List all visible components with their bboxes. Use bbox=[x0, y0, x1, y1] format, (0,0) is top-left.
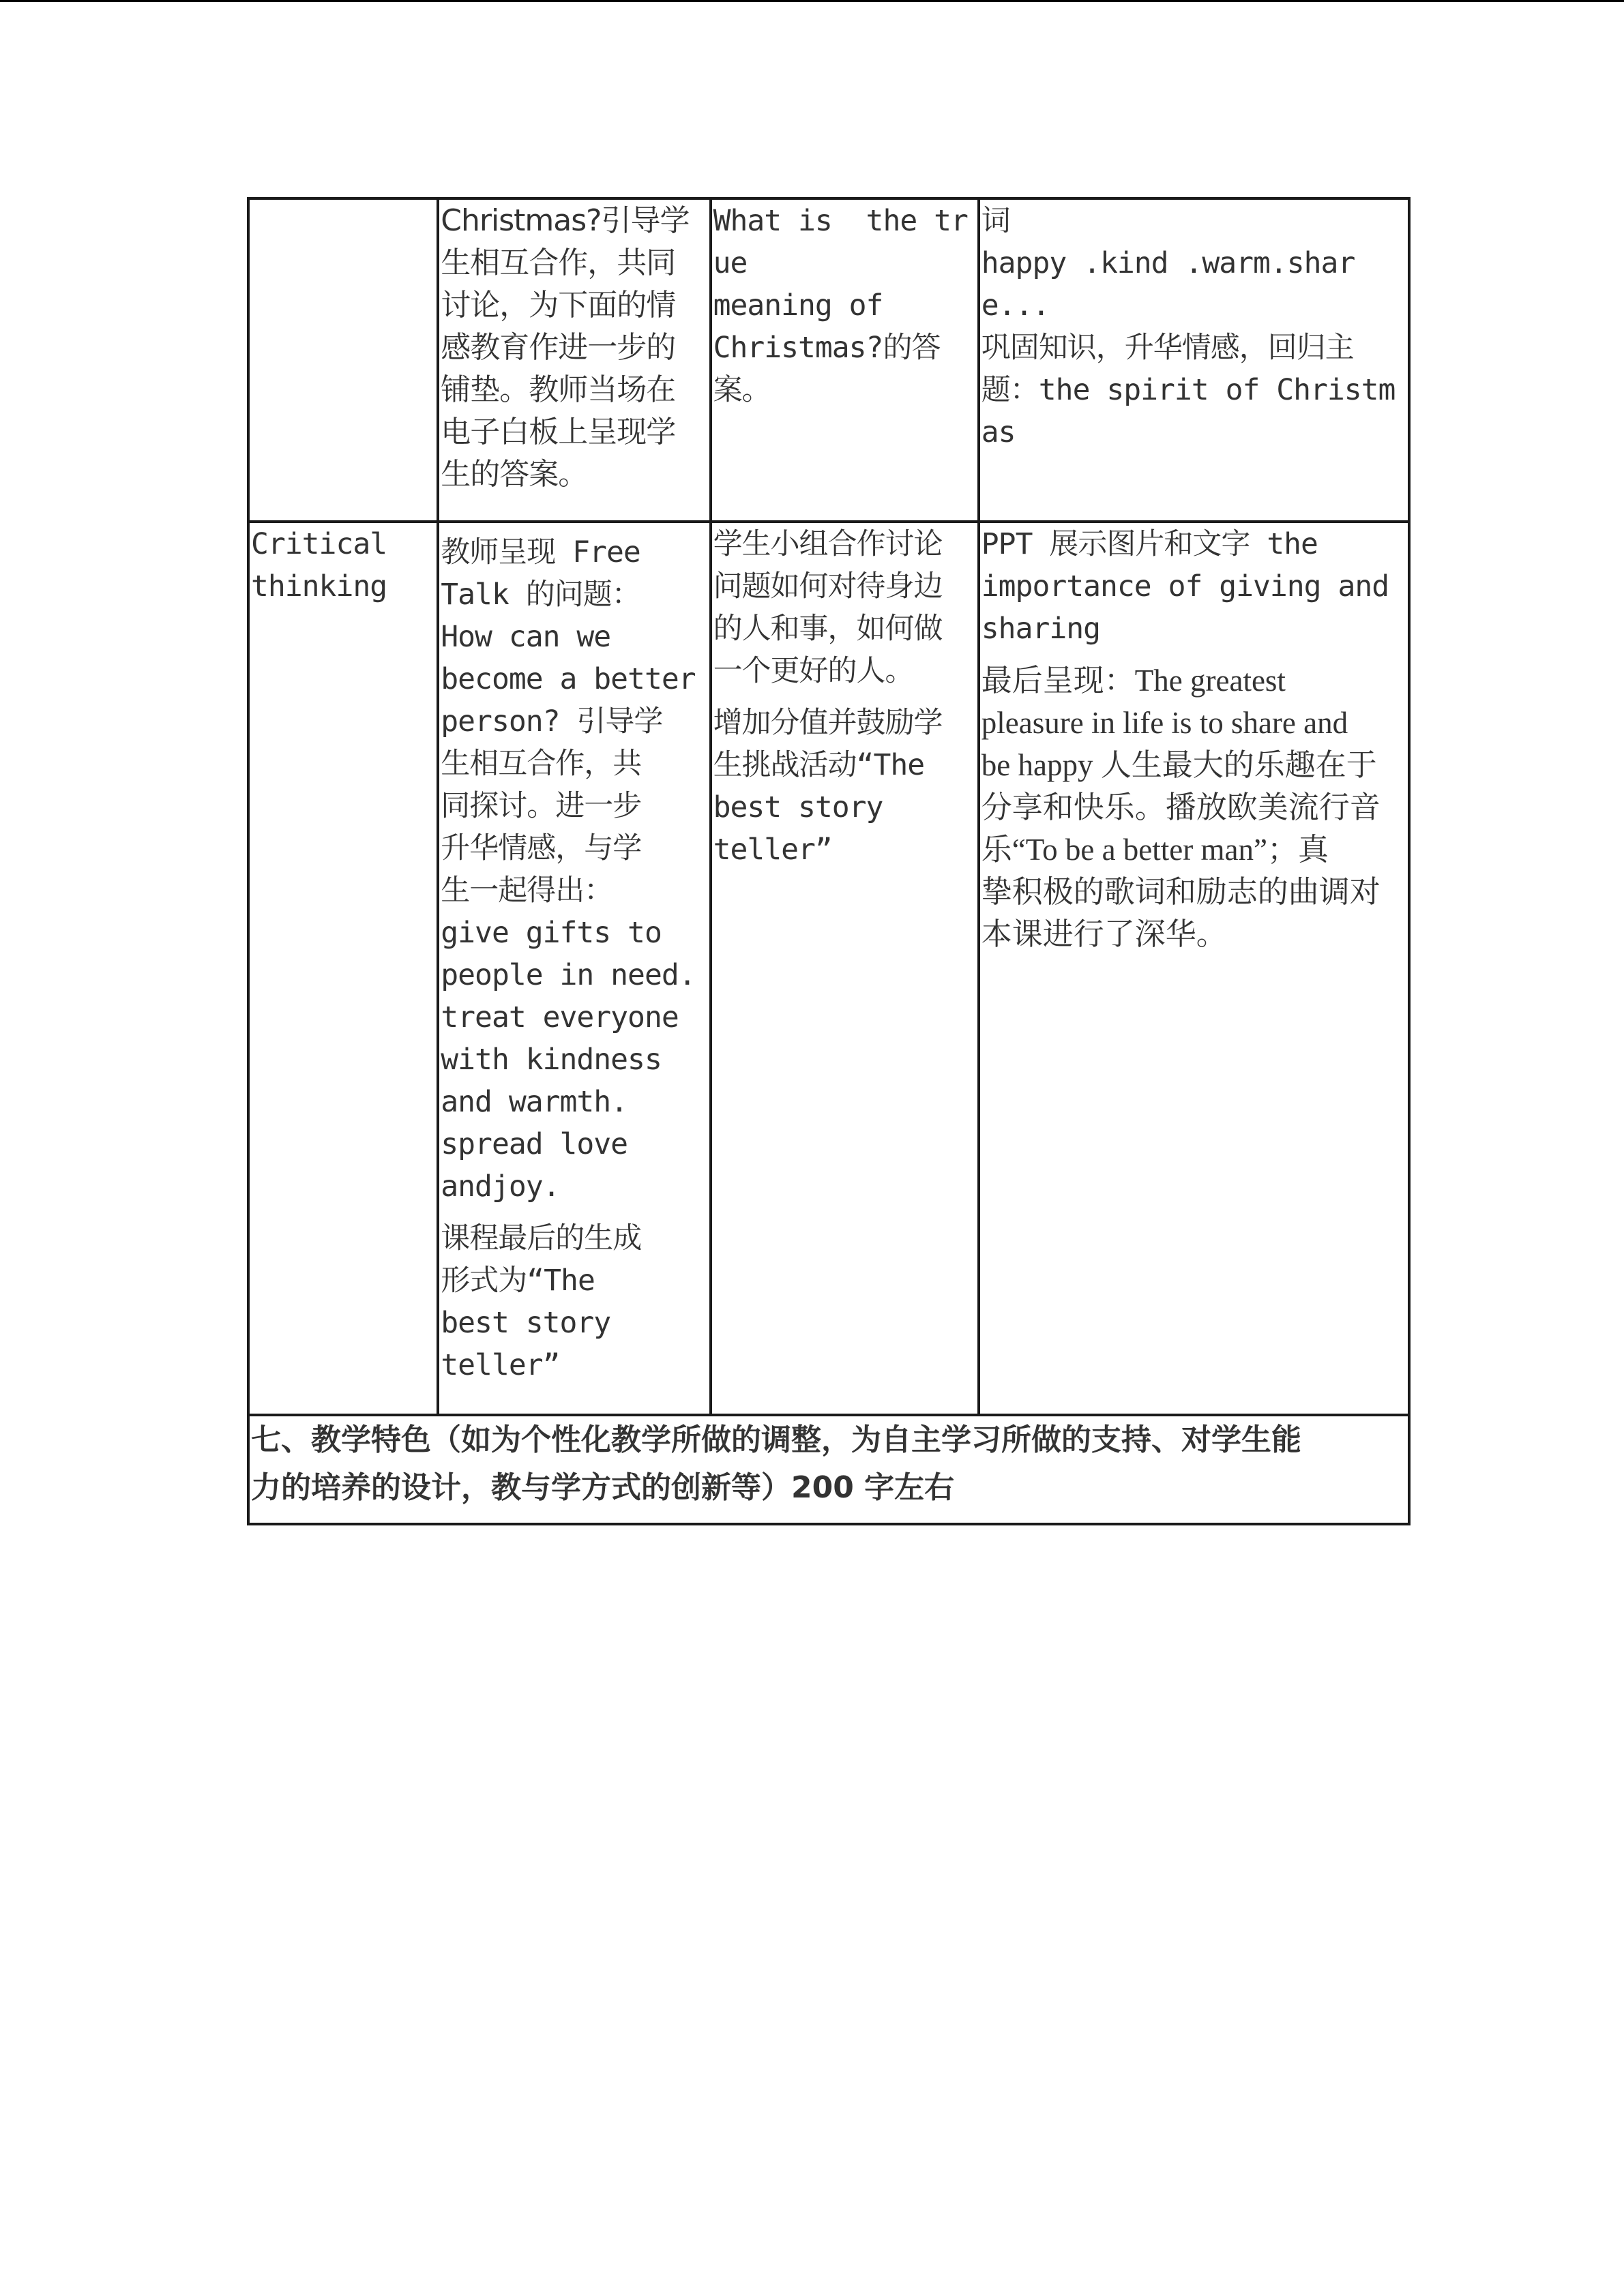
text-line: be happy 人生最大的乐趣在于 bbox=[981, 748, 1377, 782]
text-line: 词 bbox=[981, 204, 1010, 238]
text-line: happy .kind .warm.share... bbox=[981, 246, 1355, 323]
text-line: 感教育作进一步的 bbox=[441, 330, 676, 365]
text-line: 的人和事，如何做 bbox=[713, 612, 943, 646]
text-line: 教师呈现 Free bbox=[441, 535, 640, 569]
text-line: 分享和快乐。播放欧美流行音 bbox=[981, 790, 1381, 824]
stage-label-critical-thinking bbox=[251, 523, 435, 608]
text-line: 生相互合作，共 bbox=[441, 747, 642, 781]
lesson-plan-table bbox=[247, 197, 1411, 1525]
text-line: person? 引导学 bbox=[441, 704, 663, 739]
text-line: give gifts to bbox=[441, 916, 662, 950]
row2-student-block2 bbox=[713, 702, 976, 871]
table-row bbox=[248, 1415, 1409, 1524]
text-line: 生相互合作，共同 bbox=[441, 245, 676, 280]
text-line: 题：the spirit of Christmas bbox=[981, 373, 1396, 449]
text-line: with kindness bbox=[441, 1043, 662, 1077]
text-line: best story bbox=[441, 1306, 611, 1340]
teaching-features-lines bbox=[251, 1416, 1406, 1512]
row1-design-lines bbox=[981, 200, 1406, 453]
text-line: andjoy. bbox=[441, 1169, 560, 1204]
table-row bbox=[248, 522, 1409, 1415]
text-line: teller” bbox=[713, 833, 832, 867]
row1-teacher-activity-cell bbox=[438, 198, 710, 522]
text-line: 生的答案。 bbox=[441, 457, 588, 492]
text-line: 形式为“The bbox=[441, 1264, 595, 1298]
text-line: 案。 bbox=[713, 373, 771, 407]
text-line: 电子白板上呈现学 bbox=[441, 415, 676, 449]
text-line: 讨论，为下面的情 bbox=[441, 288, 676, 323]
text-line: 问题如何对待身边 bbox=[713, 569, 943, 603]
row2-student-activity-cell bbox=[711, 522, 979, 1415]
text-line: 生挑战活动“The bbox=[713, 748, 925, 782]
text-line: 乐“To be a better man”；真 bbox=[981, 833, 1329, 867]
text-line: 生一起得出： bbox=[441, 874, 613, 908]
text-line: people in need. bbox=[441, 958, 696, 992]
text-line: 课程最后的生成 bbox=[441, 1221, 642, 1255]
text-line: Christmas?的答 bbox=[713, 331, 941, 365]
text-line: 挚积极的歌词和励志的曲调对 bbox=[981, 875, 1381, 909]
row1-student-lines bbox=[713, 200, 976, 411]
row1-teacher-lines bbox=[441, 200, 707, 496]
text-line: spread love bbox=[441, 1127, 628, 1161]
row2-design-block2 bbox=[981, 659, 1406, 955]
text-line: 学生小组合作讨论 bbox=[713, 527, 943, 561]
text-line: become a better bbox=[441, 662, 696, 696]
text-line: Christmas?引导学 bbox=[441, 203, 690, 238]
text-line: 七、教学特色（如为个性化教学所做的调整，为自主学习所做的支持、对学生能 bbox=[251, 1422, 1301, 1457]
table-row bbox=[248, 198, 1409, 522]
text-line: meaning of bbox=[713, 288, 883, 323]
row2-teacher-block1 bbox=[441, 531, 707, 1208]
teaching-features-heading bbox=[248, 1415, 1409, 1524]
row2-design-block1 bbox=[981, 523, 1406, 650]
row1-design-intent-cell bbox=[979, 198, 1409, 522]
row2-teacher-block2 bbox=[441, 1217, 707, 1386]
text-line: sharing bbox=[981, 612, 1101, 646]
text-line: 铺垫。教师当场在 bbox=[441, 372, 676, 407]
row2-stage-cell bbox=[248, 522, 438, 1415]
text-line: What is the true bbox=[713, 204, 968, 280]
text-line: 升华情感，与学 bbox=[441, 831, 642, 865]
page-top-border bbox=[0, 0, 1624, 2]
text-line: 同探讨。进一步 bbox=[441, 789, 642, 823]
text-line: 一个更好的人。 bbox=[713, 654, 914, 688]
row2-teacher-activity-cell bbox=[438, 522, 710, 1415]
text-line: 本课进行了深华。 bbox=[981, 917, 1227, 951]
text-line: 增加分值并鼓励学 bbox=[713, 706, 943, 740]
text-line: How can we bbox=[441, 620, 611, 654]
row2-student-block1 bbox=[713, 523, 976, 692]
text-line: 力的培养的设计，教与学方式的创新等）200 字左右 bbox=[251, 1470, 955, 1505]
text-line: best story bbox=[713, 790, 883, 824]
text-line: teller” bbox=[441, 1348, 560, 1382]
text-line: 巩固知识，升华情感，回归主 bbox=[981, 331, 1354, 365]
text-line: Talk 的问题： bbox=[441, 578, 640, 612]
text-line: importance of giving and bbox=[981, 569, 1389, 603]
text-line: PPT 展示图片和文字 the bbox=[981, 527, 1318, 561]
row1-stage-cell bbox=[248, 198, 438, 522]
text-line: thinking bbox=[251, 569, 387, 603]
text-line: 最后呈现：The greatest bbox=[981, 664, 1286, 698]
text-line: and warmth. bbox=[441, 1085, 628, 1119]
text-line: treat everyone bbox=[441, 1000, 679, 1034]
text-line: Critical bbox=[251, 527, 387, 561]
text-line: pleasure in life is to share and bbox=[981, 706, 1348, 740]
row2-design-intent-cell bbox=[979, 522, 1409, 1415]
row1-student-activity-cell bbox=[711, 198, 979, 522]
